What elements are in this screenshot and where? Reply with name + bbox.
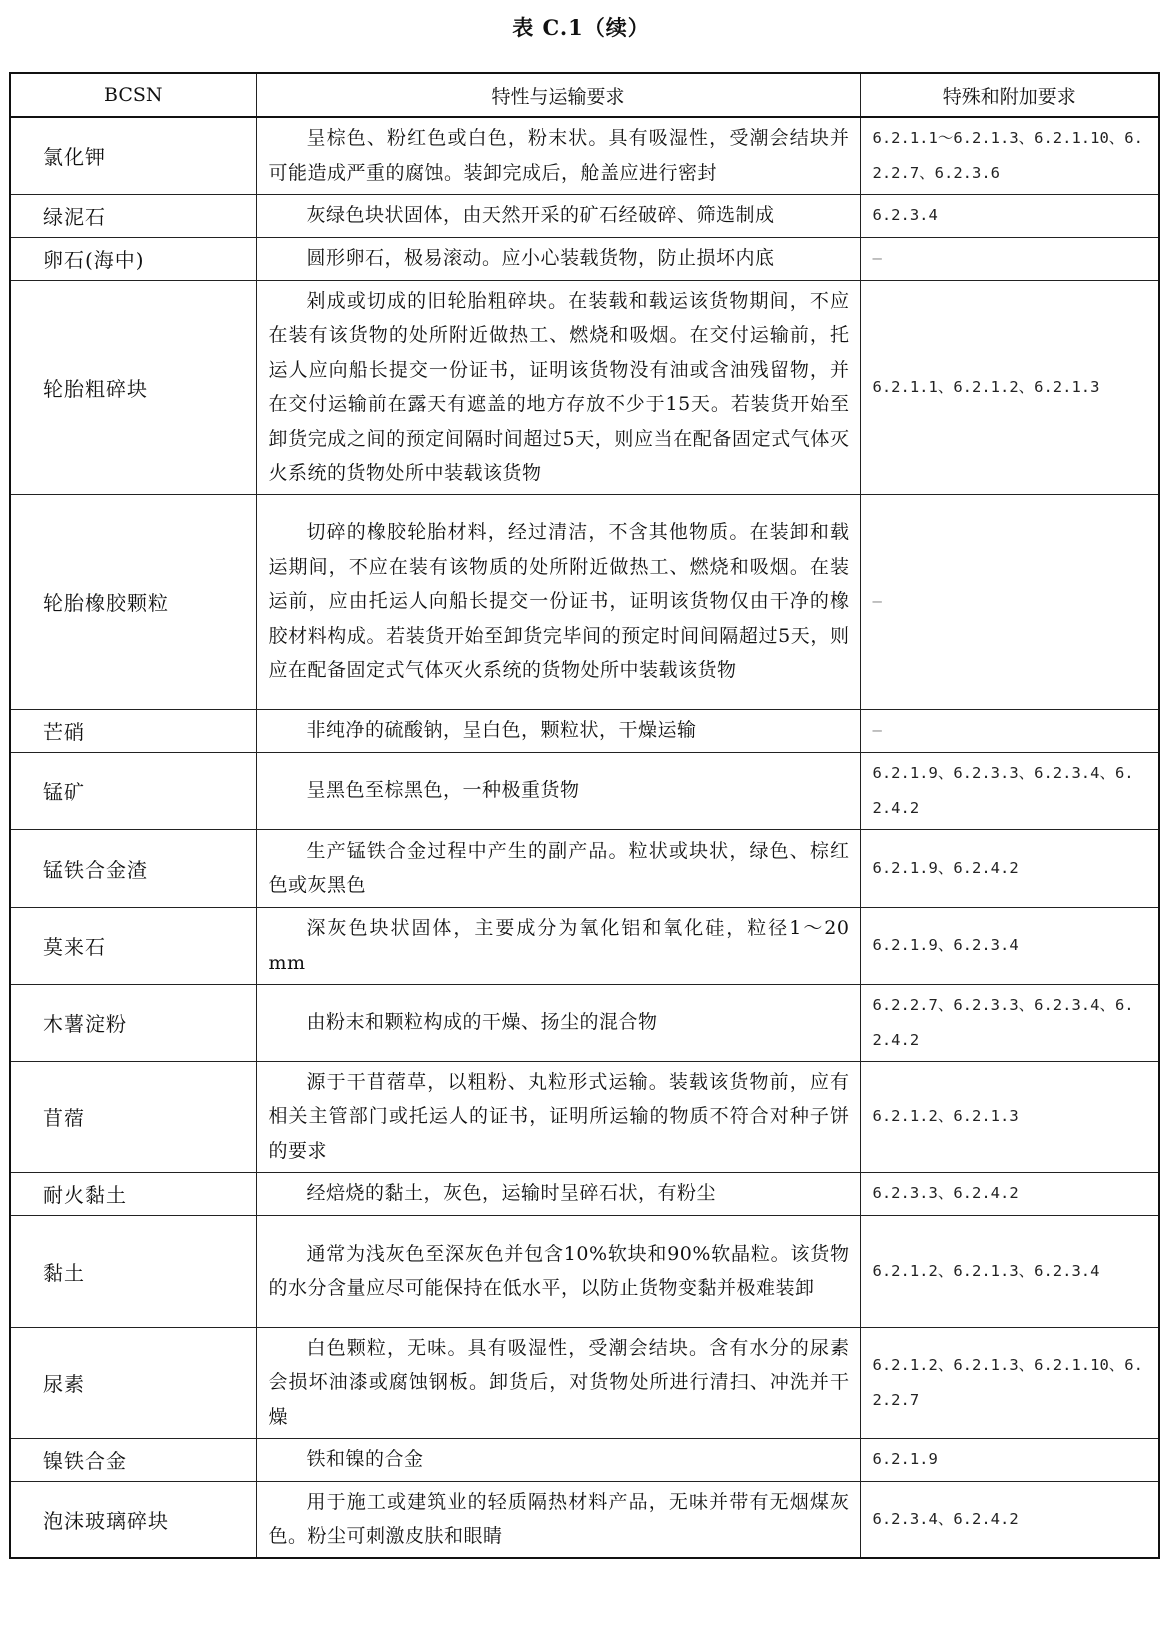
table-row (10, 709, 1159, 752)
properties-cell: 剁成或切成的旧轮胎粗碎块。在装载和载运该货物期间，不应在装有该货物的处所附近做热工、燃烧和吸烟。在交付运输前，托运人应向船长提交一份证书，证明该货物没有油或含油残留物，并在交付运输前在露天有遮盖的地方存放不少于15天。若装货开始至卸货完成之间的预定间隔时间超过5天，则应当在配备固定式气体灭火系统的货物处所中装载该货物 (256, 280, 860, 494)
table-row (10, 1061, 1159, 1172)
cargo-table (9, 72, 1160, 1559)
cargo-name-cell: 莫来石 (10, 907, 256, 984)
requirements-cell: 6.2.3.4、6.2.4.2 (860, 1481, 1159, 1558)
table-title: 表 C.1（续） (512, 15, 650, 40)
requirements-cell: 6.2.1.2、6.2.1.3、6.2.3.4 (860, 1215, 1159, 1327)
properties-cell: 圆形卵石，极易滚动。应小心装载货物，防止损坏内底 (256, 237, 860, 280)
cargo-name-cell: 锰铁合金渣 (10, 829, 256, 907)
requirements-cell: — (860, 237, 1159, 280)
header-properties: 特性与运输要求 (256, 73, 860, 117)
table-row (10, 752, 1159, 829)
table-row (10, 829, 1159, 907)
requirements-cell: — (860, 494, 1159, 709)
header-bcsn: BCSN (10, 73, 256, 117)
cargo-name-cell: 耐火黏土 (10, 1172, 256, 1215)
table-row (10, 237, 1159, 280)
table-row (10, 1172, 1159, 1215)
table-body (10, 117, 1159, 1558)
table-row (10, 494, 1159, 709)
cargo-name-cell: 芒硝 (10, 709, 256, 752)
properties-cell: 经焙烧的黏土，灰色，运输时呈碎石状，有粉尘 (256, 1172, 860, 1215)
requirements-cell: 6.2.1.9、6.2.3.3、6.2.3.4、6.2.4.2 (860, 752, 1159, 829)
cargo-name-cell: 黏土 (10, 1215, 256, 1327)
properties-cell: 源于干苜蓿草，以粗粉、丸粒形式运输。装载该货物前，应有相关主管部门或托运人的证书，证明所运输的物质不符合对种子饼的要求 (256, 1061, 860, 1172)
table-row (10, 194, 1159, 237)
cargo-name-cell: 泡沫玻璃碎块 (10, 1481, 256, 1558)
properties-cell: 白色颗粒，无味。具有吸湿性，受潮会结块。含有水分的尿素会损坏油漆或腐蚀钢板。卸货后，对货物处所进行清扫、冲洗并干燥 (256, 1327, 860, 1438)
table-row (10, 907, 1159, 984)
requirements-cell: 6.2.1.2、6.2.1.3、6.2.1.10、6.2.2.7 (860, 1327, 1159, 1438)
requirements-cell: 6.2.1.9、6.2.3.4 (860, 907, 1159, 984)
table-row (10, 1481, 1159, 1558)
cargo-name-cell: 氯化钾 (10, 117, 256, 194)
properties-cell: 切碎的橡胶轮胎材料，经过清洁，不含其他物质。在装卸和载运期间，不应在装有该物质的处所附近做热工、燃烧和吸烟。在装运前，应由托运人向船长提交一份证书，证明该货物仅由干净的橡胶材料构成。若装货开始至卸货完毕间的预定时间间隔超过5天，则应在配备固定式气体灭火系统的货物处所中装载该货物 (256, 494, 860, 709)
cargo-name-cell: 轮胎粗碎块 (10, 280, 256, 494)
table-row (10, 1327, 1159, 1438)
requirements-cell: 6.2.1.1、6.2.1.2、6.2.1.3 (860, 280, 1159, 494)
cargo-name-cell: 卵石(海中) (10, 237, 256, 280)
table-row (10, 280, 1159, 494)
properties-cell: 深灰色块状固体，主要成分为氧化铝和氧化硅，粒径1～20 mm (256, 907, 860, 984)
table-row (10, 117, 1159, 194)
cargo-name-cell: 苜蓿 (10, 1061, 256, 1172)
table-row (10, 1438, 1159, 1481)
header-special-requirements: 特殊和附加要求 (860, 73, 1159, 117)
requirements-cell: 6.2.3.3、6.2.4.2 (860, 1172, 1159, 1215)
requirements-cell: 6.2.1.2、6.2.1.3 (860, 1061, 1159, 1172)
table-row (10, 1215, 1159, 1327)
requirements-cell: 6.2.1.1～6.2.1.3、6.2.1.10、6.2.2.7、6.2.3.6 (860, 117, 1159, 194)
properties-cell: 由粉末和颗粒构成的干燥、扬尘的混合物 (256, 984, 860, 1061)
properties-cell: 铁和镍的合金 (256, 1438, 860, 1481)
properties-cell: 呈棕色、粉红色或白色，粉末状。具有吸湿性，受潮会结块并可能造成严重的腐蚀。装卸完成后，舱盖应进行密封 (256, 117, 860, 194)
cargo-name-cell: 木薯淀粉 (10, 984, 256, 1061)
requirements-cell: 6.2.1.9、6.2.4.2 (860, 829, 1159, 907)
cargo-name-cell: 镍铁合金 (10, 1438, 256, 1481)
requirements-cell: 6.2.1.9 (860, 1438, 1159, 1481)
table-row (10, 984, 1159, 1061)
cargo-name-cell: 轮胎橡胶颗粒 (10, 494, 256, 709)
properties-cell: 生产锰铁合金过程中产生的副产品。粒状或块状，绿色、棕红色或灰黑色 (256, 829, 860, 907)
properties-cell: 灰绿色块状固体，由天然开采的矿石经破碎、筛选制成 (256, 194, 860, 237)
cargo-name-cell: 绿泥石 (10, 194, 256, 237)
properties-cell: 呈黑色至棕黑色，一种极重货物 (256, 752, 860, 829)
table-container (9, 72, 1158, 1559)
requirements-cell: — (860, 709, 1159, 752)
cargo-name-cell: 锰矿 (10, 752, 256, 829)
requirements-cell: 6.2.3.4 (860, 194, 1159, 237)
properties-cell: 通常为浅灰色至深灰色并包含10%软块和90%软晶粒。该货物的水分含量应尽可能保持在低水平，以防止货物变黏并极难装卸 (256, 1215, 860, 1327)
requirements-cell: 6.2.2.7、6.2.3.3、6.2.3.4、6.2.4.2 (860, 984, 1159, 1061)
properties-cell: 非纯净的硫酸钠，呈白色，颗粒状，干燥运输 (256, 709, 860, 752)
table-header-row (10, 73, 1159, 117)
cargo-name-cell: 尿素 (10, 1327, 256, 1438)
properties-cell: 用于施工或建筑业的轻质隔热材料产品，无味并带有无烟煤灰色。粉尘可刺激皮肤和眼睛 (256, 1481, 860, 1558)
